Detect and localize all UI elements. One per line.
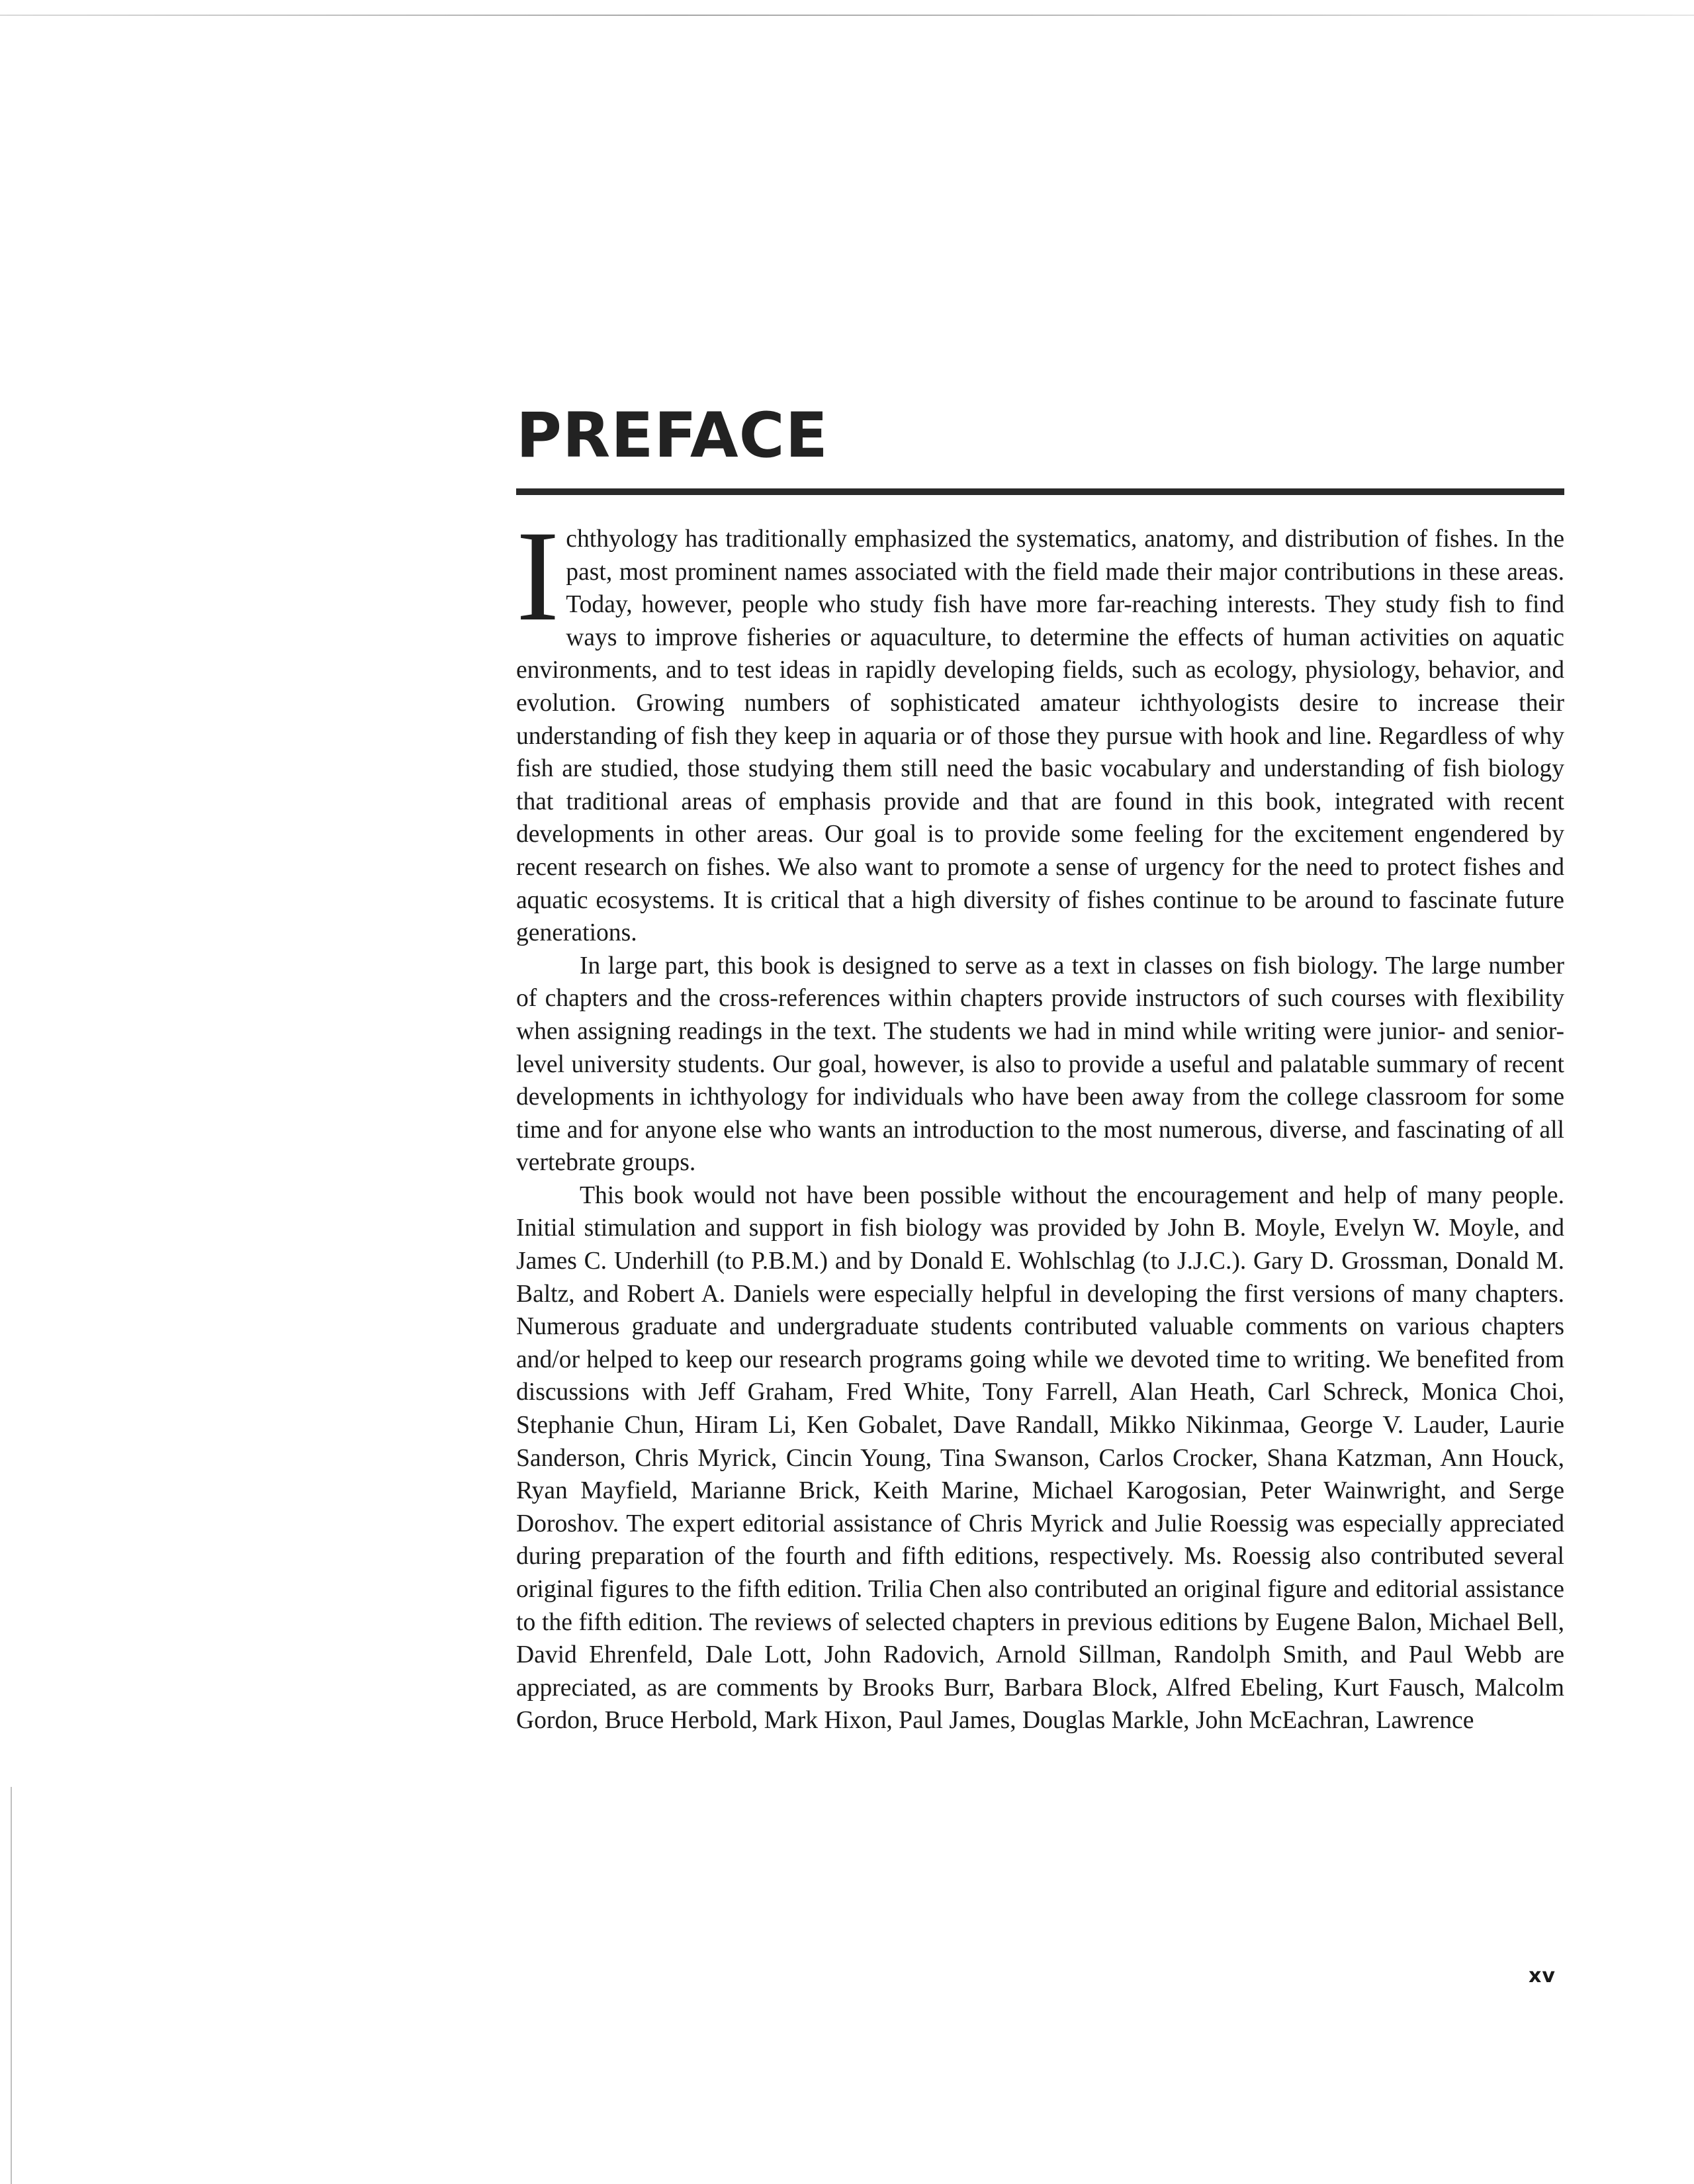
body-text [516, 504, 1564, 1737]
scan-edge-left [11, 1787, 12, 2184]
paragraph-2: In large part, this book is designed to serve as a text in classes on fish biology. The large number of chapters and the cross-references within chapters provide instructors of such courses with flexibility when assigning readings in the text. The students we had in mind while writing were junior- and senior-level university students. Our goal, however, is also to provide a useful and palatable summary of recent developments in ichthyology for individuals who have been away from the college classroom for some time and for anyone else who wants an introduction to the most numerous, diverse, and fascinating of all vertebrate groups. [516, 952, 1564, 1177]
paragraph-1 [516, 504, 1564, 950]
paragraph-3: This book would not have been possible without the encouragement and help of many people. Initial stimulation and support in fish biology was provided by John B. Moyle, Evelyn W. Moyle, and James C. Underhill (to P.B.M.) and by Donald E. Wohlschlag (to J.J.C.). Gary D. Grossman, Donald M. Baltz, and Robert A. Daniels were especially helpful in developing the first versions of many chapters. Numerous graduate and undergraduate students contributed valuable comments on various chapters and/or helped to keep our research programs going while we devoted time to writing. We benefited from discussions with Jeff Graham, Fred White, Tony Farrell, Alan Heath, Carl Schreck, Monica Choi, Stephanie Chun, Hiram Li, Ken Gobalet, Dave Randall, Mikko Nikinmaa, George V. Lauder, Laurie Sanderson, Chris Myrick, Cincin Young, Tina Swanson, Carlos Crocker, Shana Katzman, Ann Houck, Ryan Mayfield, Marianne Brick, Keith Marine, Michael Karogosian, Peter Wainwright, and Serge Doroshov. The expert editorial assistance of Chris Myrick and Julie Roessig was especially appreciated during preparation of the fourth and fifth editions, respectively. Ms. Roessig also contributed several original figures to the fifth edition. Trilia Chen also contributed an original figure and editorial assistance to the fifth edition. The reviews of selected chapters in previous editions by Eugene Balon, Michael Bell, David Ehrenfeld, Dale Lott, John Radovich, Arnold Sillman, Randolph Smith, and Paul Webb are appreciated, as are comments by Brooks Burr, Barbara Block, Alfred Ebeling, Kurt Fausch, Malcolm Gordon, Bruce Herbold, Mark Hixon, Paul James, Douglas Markle, John McEachran, Lawrence [516, 1181, 1564, 1735]
page-number: xv [1529, 1964, 1556, 1987]
scan-edge-top [0, 15, 1694, 16]
drop-cap: I [516, 504, 560, 648]
page-title: PREFACE [516, 400, 828, 472]
paragraph-1-text: chthyology has traditionally emphasized the systematics, anatomy, and distribution of fishes. In the past, most prominent names associated with the field made their major contributions in these areas. Today, however, people who study fish have more far-reaching interests. They study fish to find ways to improve fisheries or aquaculture, to determine the effects of human activities on aquatic environments, and to test ideas in rapidly developing fields, such as ecology, physiology, behavior, and evolution. Growing numbers of sophisticated amateur ichthyologists desire to increase their understanding of fish they keep in aquaria or of those they pursue with hook and line. Regardless of why fish are studied, those studying them still need the basic vocabulary and understanding of fish biology that traditional areas of emphasis provide and that are found in this book, integrated with recent developments in other areas. Our goal is to provide some feeling for the excitement engendered by recent research on fishes. We also want to promote a sense of urgency for the need to protect fishes and aquatic ecosystems. It is critical that a high diversity of fishes continue to be around to fascinate future generations. [516, 525, 1564, 947]
heading-rule [516, 488, 1564, 495]
